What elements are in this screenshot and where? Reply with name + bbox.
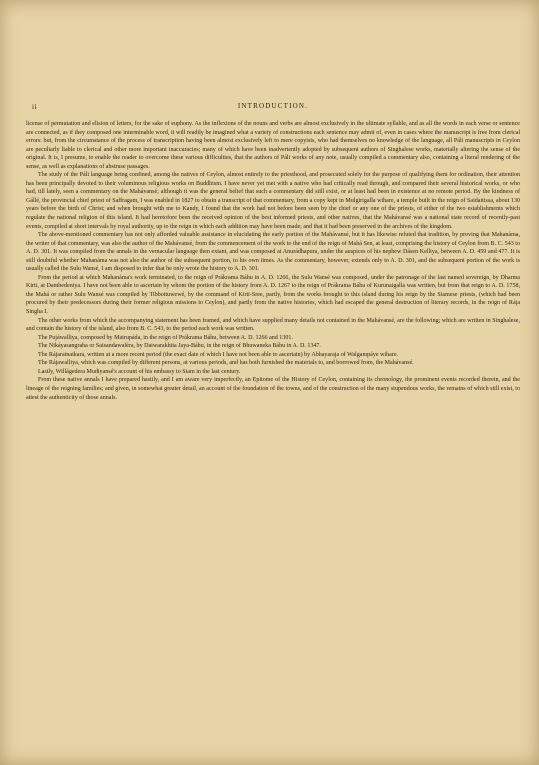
paragraph-rajawalliya: The Rájawalliya, which was compiled by different persons, at various periods, and has both furnished the materials to, and borrowed from, the Mahávansé.	[38, 360, 414, 367]
paragraph-epitome: From these native annals I have prepared hastily, and I am aware very imperfectly, an Epitome of the History of Ceylon, containing its chronology, the prominent events recorded therein, and the lineage of the reigning families; and given, in somewhat greater detail, an account of the foundation of the towns, and of the construction of the many stupendous works, the remains of which still exist, to attest the authenticity of those annals.	[26, 377, 520, 401]
paragraph-commentary: The above-mentioned commentary has not only afforded valuable assistance in elucidating the early portion of the Mahávansé, but it has likewise refuted that tradition, by proving that Mahanáma, the writer of that commentary, was also the author of the Mahávansé, from the commencement of the work to the end of the reign of Mahá Sen, at least, comprising the history of Ceylon from B. C. 543 to A. D. 301. It was compiled from the annals in the vernacular language then extant, and was composed at Anurádhapura, under the auspices of his nephew Dásen Kelliya, between A. D. 459 and 477. It is still doubtful whether Mahanáma was not also the author of the subsequent portion, to his own times. As the commentary, however, extends only to A. D. 301, and the subsequent portion of the work is usually called the Sulu Wansé, I am disposed to infer that he only wrote the history to A. D. 301.	[26, 232, 520, 273]
paragraph-pali-study: The study of the Páli language being confined, among the natives of Ceylon, almost entirely to the priesthood, and prosecuted solely for the purpose of qualifying them for ordination, their attention has been principally devoted to their voluminous religious works on Buddhism. I have never yet met with a native who had critically read through, and compared their several historical works, or who had, till lately, seen a commentary on the Mahávansé; although it was the general belief that such a commentary did still exist, or at least had been in existence at no remote period. By the kindness of Gállé, the provincial chief priest of Saffragam, I was enabled in 1827 to obtain a transcript of that commentary, from a copy kept in Mulgirigalla wihare, a temple built in the reign of Saidaitissa, about 130 years before the birth of Christ; and when brought with me to Kandy, I found that the work had not before been seen by the chief or any one of the priests, of either of the two establishments which regulate the national religion of this island. It had heretofore been the received opinion of the best informed priests, and other natives, that the Mahávansé was a national state record of recently-past events, compiled at short intervals by royal authority, up to the reign in which each addition may have been made; and that it had been preserved in the archives of the kingdom.	[26, 172, 520, 230]
running-head: INTRODUCTION.	[237, 102, 309, 110]
paragraph-rajaratnaikara: The Rájaratnaikara, written at a more recent period (the exact date of which I have not been able to ascertain) by Abhayaraja of Walgampáye wihare.	[38, 351, 399, 358]
paragraph-pujawalliya: The Pujáwalliya, composed by Mairupáda, in the reign of Prákrama Báhu, between A. D. 1266 and 1301.	[38, 334, 293, 341]
paragraph-embassy: Lastly, Willágedera Mudiyansé's account of his embassy to Siam in the last century.	[38, 368, 241, 375]
page-number: ii	[32, 102, 38, 111]
page-header	[26, 102, 520, 114]
paragraph-sulu-wanse: From the period at which Mahanáma's work terminated, to the reign of Prákrama Báhu in A. D. 1266, the Sulu Wansé was composed, under the patronage of the last named sovereign, by Dharma Kirti, at Dambedeniya. I have not been able to ascertain by whom the portion of the history from A. D. 1267 to the reign of Prákrama Báhu of Kurunaigalla was written, but from that reign to A. D. 1758, the Mahá or rather Sulu Wansé was compiled by Tibbottuwewé, by the command of Kirti-Sree, partly, from the works brought to this island during his reign by the Siamese priests, (which had been procured by their predecessors during their former religious missions to Ceylon), and partly from the native histories, which had escaped the general destruction of literary records, in the reign of Rája Singha I.	[26, 274, 520, 316]
body-text	[26, 120, 520, 402]
paragraph-other-works: The other works from which the accompanying statement has been framed, and which have supplied many details not contained in the Mahávansé, are the following; which are written in Singhalese, and contain the history of the island, also from B. C. 543, to the period each work was written.	[26, 317, 520, 333]
paragraph-continued: license of permutation and elision of letters, for the sake of euphony. As the inflexions of the nouns and verbs are almost exclusively in the ultimate syllable, and as all the words in each verse or sentence are connected, as if they composed one interminable word, it will readily be imagined what a variety of constructions each sentence may admit of, even in cases where the manuscript is free from clerical errors: but, from the circumstance of the process of transcription having been almost exclusively left to mere copyists, who had themselves no knowledge of the language, all Páli manuscripts in Ceylon are peculiarly liable to clerical and other more important inaccuracies; many of which have been inadvertently adopted by subsequent authors of Singhalese works, materially altering the sense of the original. It is, I presume, to enable the reader to overcome these various difficulties, that the authors of Páli works of any note, usually compiled a commentary also, containing a literal rendering of the sense, as well as explanations of abstruse passages.	[26, 121, 520, 170]
paragraph-nikayasangraha: The Nikáyasangraha or Saisandawaléra, by Daiwarakhita Jaya-Báhu, in the reign of Bhuwaneka Báhu in A. D. 1347.	[38, 343, 321, 350]
